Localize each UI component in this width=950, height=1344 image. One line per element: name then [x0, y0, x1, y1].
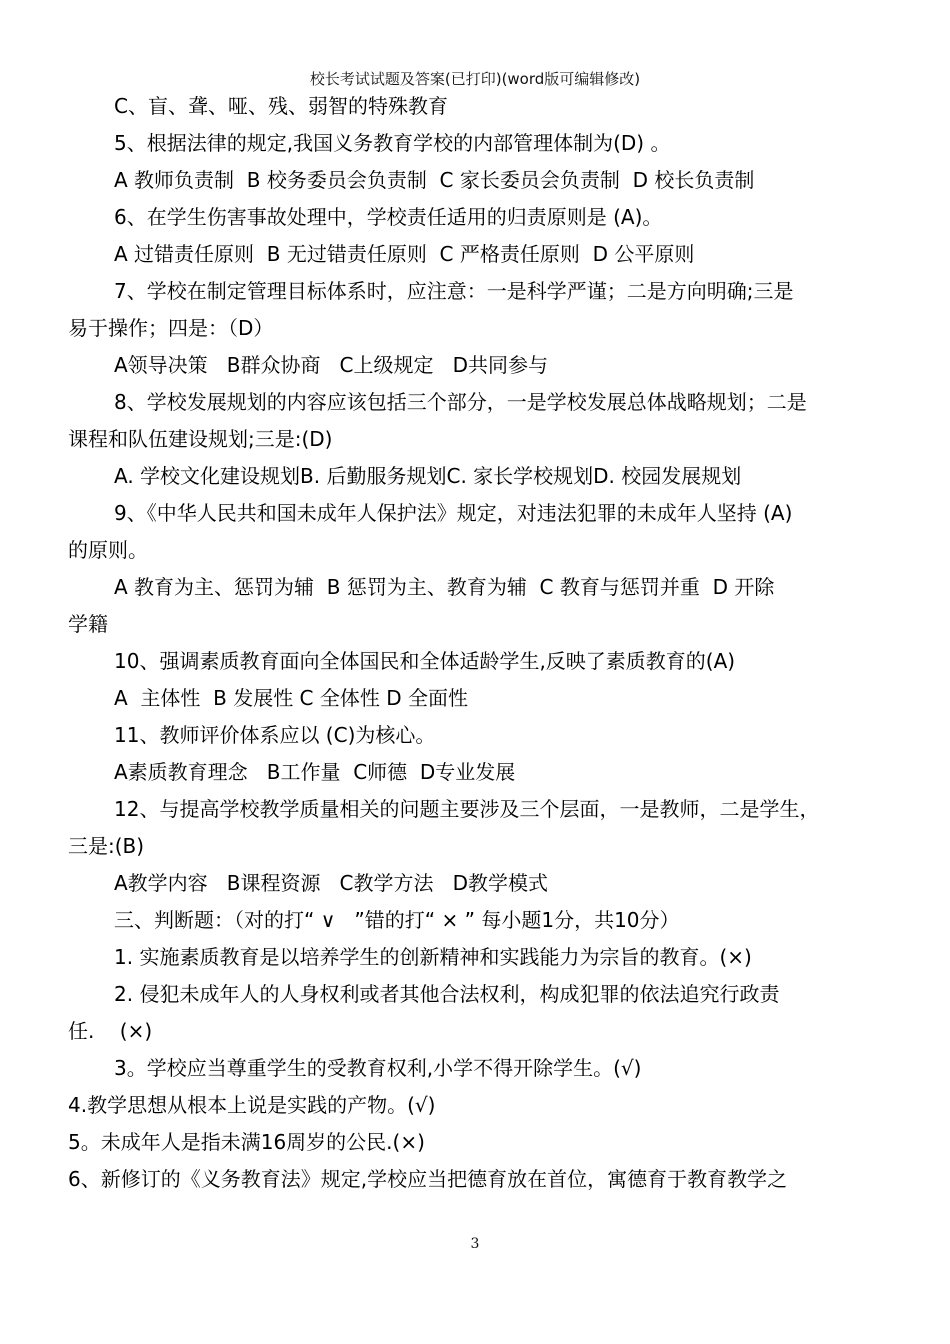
text-line: 6、在学生伤害事故处理中，学校责任适用的归责原则是 (A)。	[114, 205, 663, 229]
text-line: 8、学校发展规划的内容应该包括三个部分，一是学校发展总体战略规划；二是	[114, 390, 807, 414]
text-line: 任. (×)	[68, 1019, 153, 1043]
text-line: A素质教育理念 B工作量 C师德 D专业发展	[114, 760, 516, 784]
text-line: 6、新修订的《义务教育法》规定,学校应当把德育放在首位，寓德育于教育教学之	[68, 1167, 788, 1191]
text-line: 课程和队伍建设规划;三是:(D)	[68, 427, 333, 451]
text-line: 4.教学思想从根本上说是实践的产物。(√)	[68, 1093, 436, 1117]
text-line: 5、根据法律的规定,我国义务教育学校的内部管理体制为(D) 。	[114, 131, 671, 155]
text-line: 5。未成年人是指未满16周岁的公民.(×)	[68, 1130, 425, 1154]
text-line: C、盲、聋、哑、残、弱智的特殊教育	[114, 94, 448, 118]
text-line: 12、与提高学校教学质量相关的问题主要涉及三个层面，一是教师，二是学生，	[114, 797, 820, 821]
page-number: 3	[470, 1236, 480, 1252]
text-line: A 过错责任原则 B 无过错责任原则 C 严格责任原则 D 公平原则	[114, 242, 695, 266]
text-line: 1. 实施素质教育是以培养学生的创新精神和实践能力为宗旨的教育。(×)	[114, 945, 752, 969]
text-line: A 主体性 B 发展性 C 全体性 D 全面性	[114, 686, 468, 710]
text-line: 9、《中华人民共和国未成年人保护法》规定，对违法犯罪的未成年人坚持 (A)	[114, 501, 793, 525]
section-heading: 三、判断题：（对的打“ ∨ ”错的打“ × ” 每小题1分，共10分）	[114, 908, 680, 932]
text-line: 易于操作；四是：（D）	[68, 316, 274, 340]
text-line: A教学内容 B课程资源 C教学方法 D教学模式	[114, 871, 548, 895]
text-line: A领导决策 B群众协商 C上级规定 D共同参与	[114, 353, 548, 377]
document-body	[68, 88, 890, 1198]
page-header-title: 校长考试试题及答案(已打印)(word版可编辑修改)	[309, 70, 641, 88]
text-line: 2. 侵犯未成年人的人身权利或者其他合法权利，构成犯罪的依法追究行政责	[114, 982, 780, 1006]
text-line: 3。学校应当尊重学生的受教育权利,小学不得开除学生。(√)	[114, 1056, 642, 1080]
text-line: A. 学校文化建设规划B. 后勤服务规划C. 家长学校规划D. 校园发展规划	[114, 464, 742, 488]
text-line: 三是:(B)	[68, 834, 145, 858]
text-line: 学籍	[68, 612, 108, 636]
text-line: 的原则。	[68, 538, 148, 562]
text-line: A 教师负责制 B 校务委员会负责制 C 家长委员会负责制 D 校长负责制	[114, 168, 755, 192]
text-line: 7、学校在制定管理目标体系时，应注意：一是科学严谨；二是方向明确;三是	[114, 279, 794, 303]
text-line: 10、强调素质教育面向全体国民和全体适龄学生,反映了素质教育的(A)	[114, 649, 736, 673]
text-line: A 教育为主、惩罚为辅 B 惩罚为主、教育为辅 C 教育与惩罚并重 D 开除	[114, 575, 775, 599]
text-line: 11、教师评价体系应以 (C)为核心。	[114, 723, 436, 747]
